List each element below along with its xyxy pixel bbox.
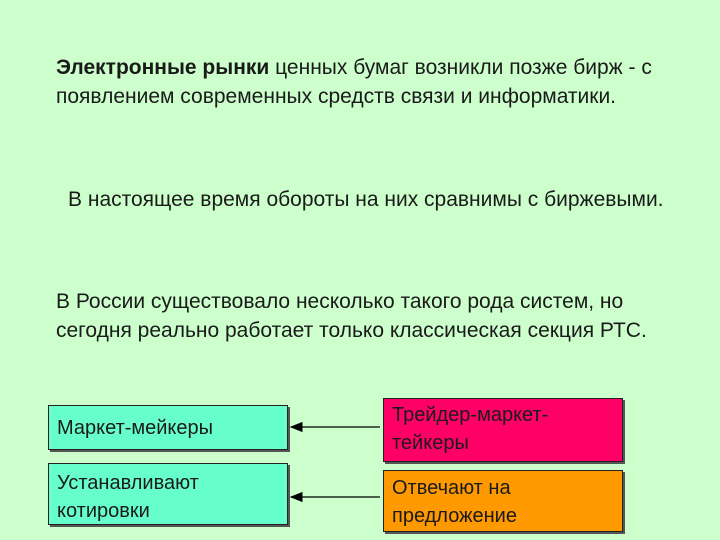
paragraph-bold-term: Электронные рынки [56,56,270,79]
trader-market-takers-label-line1: Трейдер-маркет- [392,404,549,426]
respond-offer-label-line1: Отвечают на [392,477,511,499]
paragraph-turnover: В настоящее время обороты на них сравнимы с биржевыми. [68,188,664,211]
market-makers-label: Маркет-мейкеры [57,416,214,439]
paragraph-text: ценных бумаг возникли позже бирж - с появлением современных средств связи и информатики. [56,56,652,108]
trader-market-takers-label-line2: тейкеры [392,432,469,454]
set-quotes-label-line2: котировки [57,500,150,522]
set-quotes-label-line1: Устанавливают [57,472,199,494]
paragraph-russia-systems: В России существовало несколько такого рода систем, но сегодня реально работает только классическая секция РТС. [56,290,647,342]
respond-offer-label-line2: предложение [392,505,517,527]
